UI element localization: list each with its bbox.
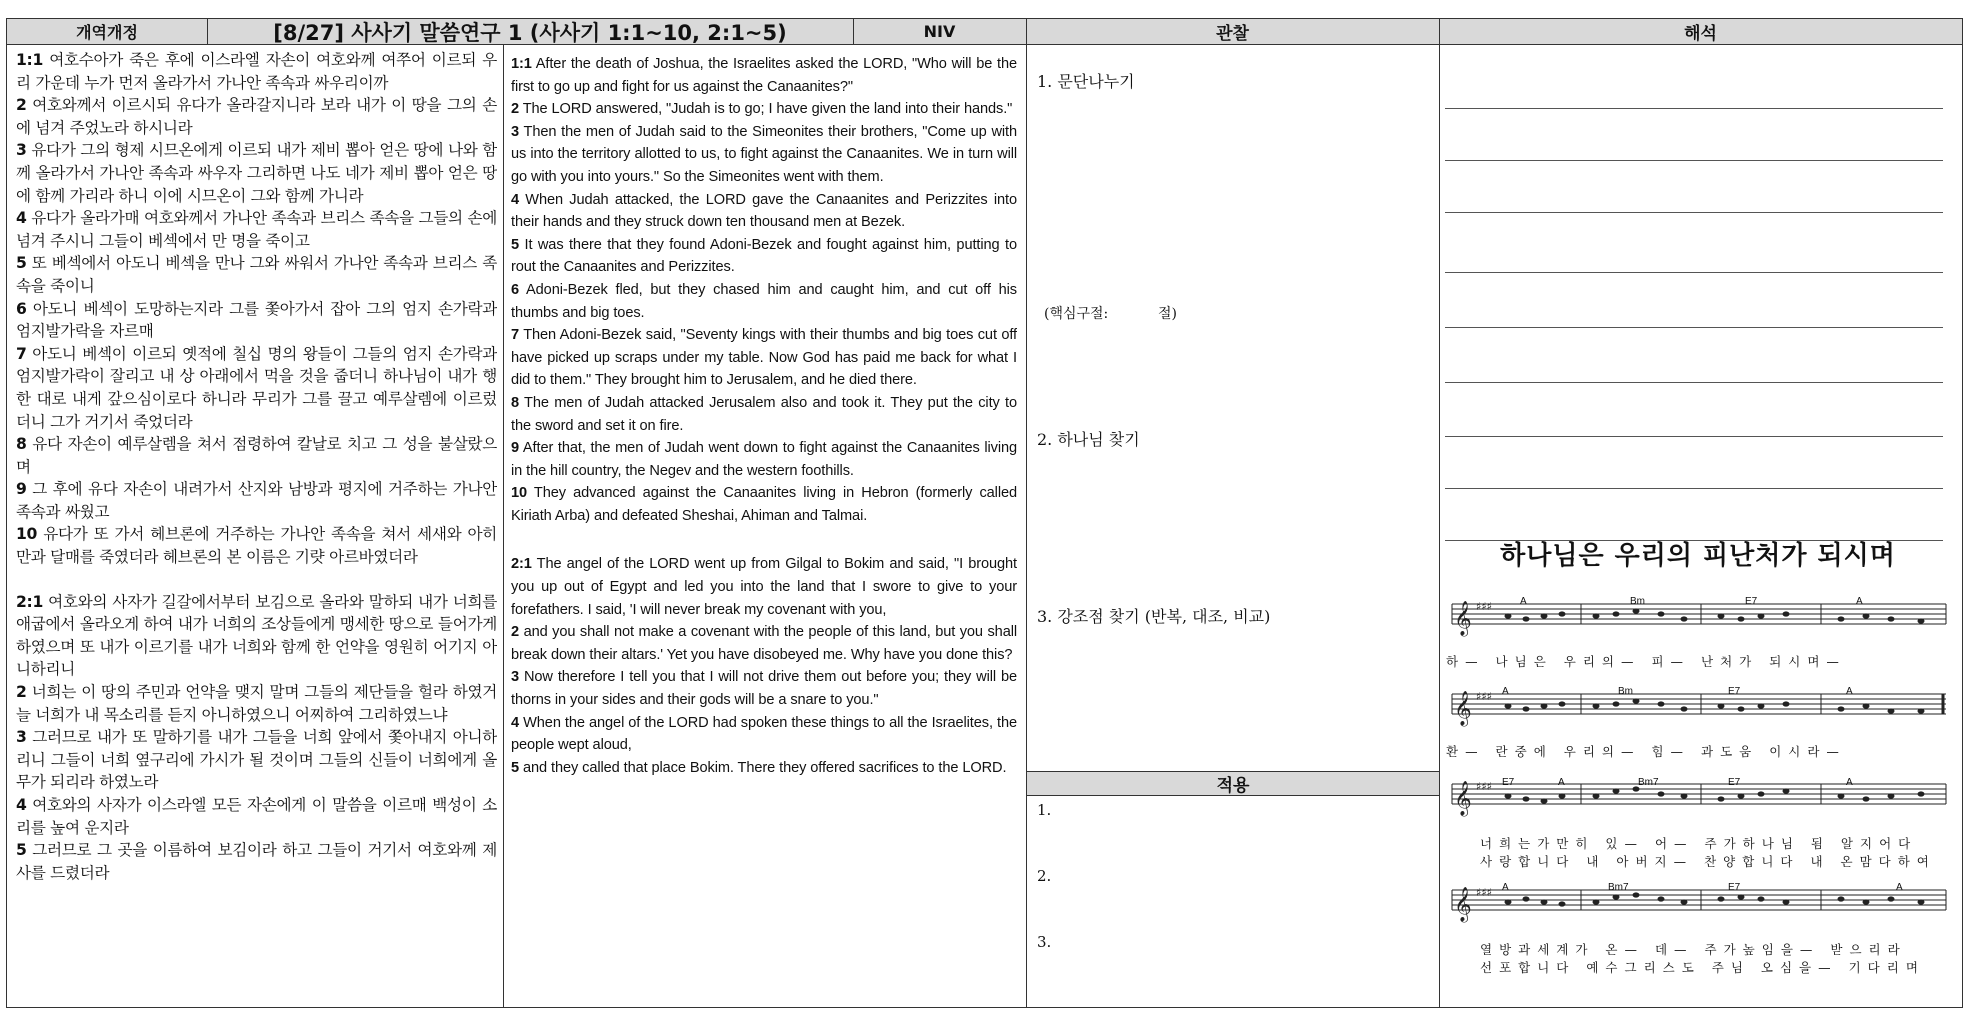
divider <box>1026 19 1027 1007</box>
observation-item-find-god: 2. 하나님 찾기 <box>1037 430 1140 449</box>
verse: 2 너희는 이 땅의 주민과 언약을 맺지 말며 그들의 제단들을 헐라 하였거늘 너희가 내 목소리를 듣지 아니하였으니 어찌하여 그리하였느냐 <box>16 683 497 724</box>
chord-symbol: A <box>1846 686 1853 697</box>
key-verse-label: (핵심구절: <box>1044 306 1109 322</box>
chord-symbol: E7 <box>1728 882 1741 893</box>
chord-symbol: Bm7 <box>1608 882 1629 893</box>
verse: 4 When the angel of the LORD had spoken these things to all the Israelites, the people wept aloud, <box>511 714 1017 754</box>
svg-text:𝄞: 𝄞 <box>1454 887 1472 922</box>
niv-scripture <box>511 53 1017 779</box>
chord-symbol: A <box>1856 596 1863 607</box>
verse: 4 여호와의 사자가 이스라엘 모든 자손에게 이 말씀을 이르매 백성이 소리를 높여 운지라 <box>16 796 497 837</box>
song-lyrics: 너희는가만히 있— 어— 주가하나님 됨 알지어다 <box>1480 836 1918 851</box>
verse: 2 여호와께서 이르시되 유다가 올라갈지니라 보라 내가 이 땅을 그의 손에 넘겨 주었노라 하시니라 <box>16 96 497 137</box>
writing-line <box>1445 436 1943 437</box>
key-verse-unit: 절) <box>1158 306 1177 322</box>
svg-text:♯♯♯: ♯♯♯ <box>1476 690 1492 703</box>
verse: 3 유다가 그의 형제 시므온에게 이르되 내가 제비 뽑아 얻은 땅에 나와 함께 올라가서 가나안 족속과 싸우자 그리하면 나도 네가 제비 뽑아 얻은 땅에 함께 가리라 하니 이에 시므온이 그와 함께 가니라 <box>16 141 497 205</box>
writing-line <box>1445 327 1943 328</box>
svg-text:𝄞: 𝄞 <box>1454 691 1472 726</box>
writing-line <box>1445 160 1943 161</box>
page-title: [8/27] 사사기 말씀연구 1 (사사기 1:1~10, 2:1~5) <box>207 19 853 45</box>
chord-symbol: Bm <box>1618 686 1633 697</box>
verse: 8 유다 자손이 예루살렘을 쳐서 점령하여 칼날로 치고 그 성을 불살랐으며 <box>16 435 497 476</box>
verse: 2:1 The angel of the LORD went up from Gilgal to Bokim and said, "I brought you up out of Egypt and led you into the land that I swore to give to your forefathers. I said, 'I will never break my covenant with you, <box>511 556 1017 618</box>
verse: 9 After that, the men of Judah went down to fight against the Canaanites living in the hill country, the Negev and the western foothills. <box>511 440 1017 479</box>
niv-label: NIV <box>853 19 1026 45</box>
verse: 9 그 후에 유다 자손이 내려가서 산지와 남방과 평지에 거주하는 가나안 족속과 싸웠고 <box>16 480 497 521</box>
verse: 7 Then Adoni-Bezek said, "Seventy kings with their thumbs and big toes cut off have picked up scraps under my table. Now God has paid me back for what I did to them." They brought him to Jerusalem, and he died there. <box>511 327 1017 389</box>
verse: 8 The men of Judah attacked Jerusalem also and took it. They put the city to the sword and set it on fire. <box>511 394 1017 434</box>
writing-line <box>1445 272 1943 273</box>
verse: 4 When Judah attacked, the LORD gave the Canaanites and Perizzites into their hands and they struck down ten thousand men at Bezek. <box>511 191 1017 231</box>
verse: 3 Then the men of Judah said to the Simeonites their brothers, "Come up with us into the territory allotted to us, to fight against the Canaanites. We in turn will go with you into yours." So the Simeonites went with them. <box>511 123 1017 185</box>
chord-symbol: A <box>1520 596 1527 607</box>
svg-text:𝄞: 𝄞 <box>1454 781 1472 816</box>
chord-symbol: A <box>1558 777 1565 788</box>
chord-symbol: E7 <box>1728 777 1741 788</box>
chord-symbol: A <box>1502 686 1509 697</box>
chord-symbol: E7 <box>1502 777 1515 788</box>
divider <box>207 19 208 45</box>
verse: 5 그러므로 그 곳을 이름하여 보김이라 하고 그들이 거기서 여호와께 제사를 드렸더라 <box>16 841 497 882</box>
verse: 1:1 After the death of Joshua, the Israelites asked the LORD, "Who will be the first to go up and fight for us against the Canaanites?" <box>511 56 1017 95</box>
writing-line <box>1445 108 1943 109</box>
song-title: 하나님은 우리의 피난처가 되시며 <box>1500 541 1896 571</box>
song-lyrics: 하— 나님은 우리의— 피— 난처가 되시며— <box>1446 654 1846 669</box>
song-lyrics: 열방과세계가 온— 데— 주가높임을— 받으리라 <box>1480 942 1907 957</box>
verse: 2 and you shall not make a covenant with the people of this land, but you shall break down their altars.' Yet you have disobeyed me. Why have you done this? <box>511 624 1017 663</box>
verse: 5 또 베섹에서 아도니 베섹을 만나 그와 싸워서 가나안 족속과 브리스 족속을 죽이니 <box>16 254 497 295</box>
chord-symbol: A <box>1896 882 1903 893</box>
application-item-3: 3. <box>1037 933 1052 951</box>
verse: 10 They advanced against the Canaanites living in Hebron (formerly called Kiriath Arba) and defeated Sheshai, Ahiman and Talmai. <box>511 485 1017 524</box>
korean-scripture <box>16 49 497 884</box>
observation-header: 관찰 <box>1026 19 1439 45</box>
svg-text:♯♯♯: ♯♯♯ <box>1476 600 1492 613</box>
chord-symbol: A <box>1846 777 1853 788</box>
writing-line <box>1445 212 1943 213</box>
interpretation-header: 해석 <box>1439 19 1962 45</box>
application-item-2: 2. <box>1037 867 1052 885</box>
chord-symbol: E7 <box>1728 686 1741 697</box>
verse: 2:1 여호와의 사자가 길갈에서부터 보김으로 올라와 말하되 내가 너희를 애굽에서 올라오게 하여 내가 너희의 조상들에게 맹세한 땅으로 들어가게 하였으며 또 내가 이르기를 내가 너희와 함께 한 언약을 영원히 어기지 아니하리니 <box>16 592 497 679</box>
verse: 7 아도니 베섹이 이르되 옛적에 칠십 명의 왕들이 그들의 엄지 손가락과 엄지발가락이 잘리고 내 상 아래에서 먹을 것을 줍더니 하나님이 내가 행한 대로 내게 갚으심이로다 하니라 무리가 그를 끌고 예루살렘에 이르렀더니 그가 거기서 죽었더라 <box>16 344 497 431</box>
writing-line <box>1445 488 1943 489</box>
verse: 3 그러므로 내가 또 말하기를 내가 그들을 너희 앞에서 쫓아내지 아니하리니 그들이 너희 옆구리에 가시가 될 것이며 그들의 신들이 너희에게 올무가 되리라 하였노라 <box>16 728 497 792</box>
chord-symbol: Bm <box>1630 596 1645 607</box>
verse: 5 and they called that place Bokim. There they offered sacrifices to the LORD. <box>511 759 1007 776</box>
verse: 3 Now therefore I tell you that I will not drive them out before you; they will be thorns in your sides and their gods will be a snare to you." <box>511 669 1017 709</box>
chord-symbol: Bm7 <box>1638 777 1659 788</box>
verse: 5 It was there that they found Adoni-Bezek and fought against him, putting to rout the Canaanites and Perizzites. <box>511 236 1017 276</box>
chord-symbol: A <box>1502 882 1509 893</box>
observation-item-emphasis: 3. 강조점 찾기 (반복, 대조, 비교) <box>1037 607 1271 626</box>
song-lyrics: 사랑합니다 내 아버지— 찬양합니다 내 온맘다하여 <box>1480 854 1936 869</box>
verse: 1:1 여호수아가 죽은 후에 이스라엘 자손이 여호와께 여쭈어 이르되 우리 가운데 누가 먼저 올라가서 가나안 족속과 싸우리이까 <box>16 51 497 92</box>
observation-item-paragraphs: 1. 문단나누기 <box>1037 72 1135 91</box>
application-item-1: 1. <box>1037 801 1052 819</box>
writing-line <box>1445 382 1943 383</box>
svg-text:𝄞: 𝄞 <box>1454 601 1472 636</box>
verse: 4 유다가 올라가매 여호와께서 가나안 족속과 브리스 족속을 그들의 손에 넘겨 주시니 그들이 베섹에서 만 명을 죽이고 <box>16 209 497 250</box>
divider <box>853 19 854 45</box>
divider <box>1439 19 1440 1007</box>
divider <box>503 45 504 1007</box>
application-header: 적용 <box>1027 772 1439 796</box>
verse: 6 Adoni-Bezek fled, but they chased him and caught him, and cut off his thumbs and big toes. <box>511 281 1017 321</box>
svg-text:♯♯♯: ♯♯♯ <box>1476 886 1492 899</box>
verse: 2 The LORD answered, "Judah is to go; I have given the land into their hands." <box>511 101 1013 118</box>
verse: 10 유다가 또 가서 헤브론에 거주하는 가나안 족속을 쳐서 세새와 아히만과 달매를 죽였더라 헤브론의 본 이름은 기럇 아르바였더라 <box>16 525 497 567</box>
song-lyrics: 환— 란중에 우리의— 힘— 과도움 이시라— <box>1446 744 1846 759</box>
chord-symbol: E7 <box>1745 596 1758 607</box>
verse: 6 아도니 베섹이 도망하는지라 그를 쫓아가서 잡아 그의 엄지 손가락과 엄지발가락을 자르매 <box>16 299 497 341</box>
version-label: 개역개정 <box>7 19 207 45</box>
svg-text:♯♯♯: ♯♯♯ <box>1476 780 1492 793</box>
song-lyrics: 선포합니다 예수그리스도 주님 오심을— 기다리며 <box>1480 960 1925 975</box>
